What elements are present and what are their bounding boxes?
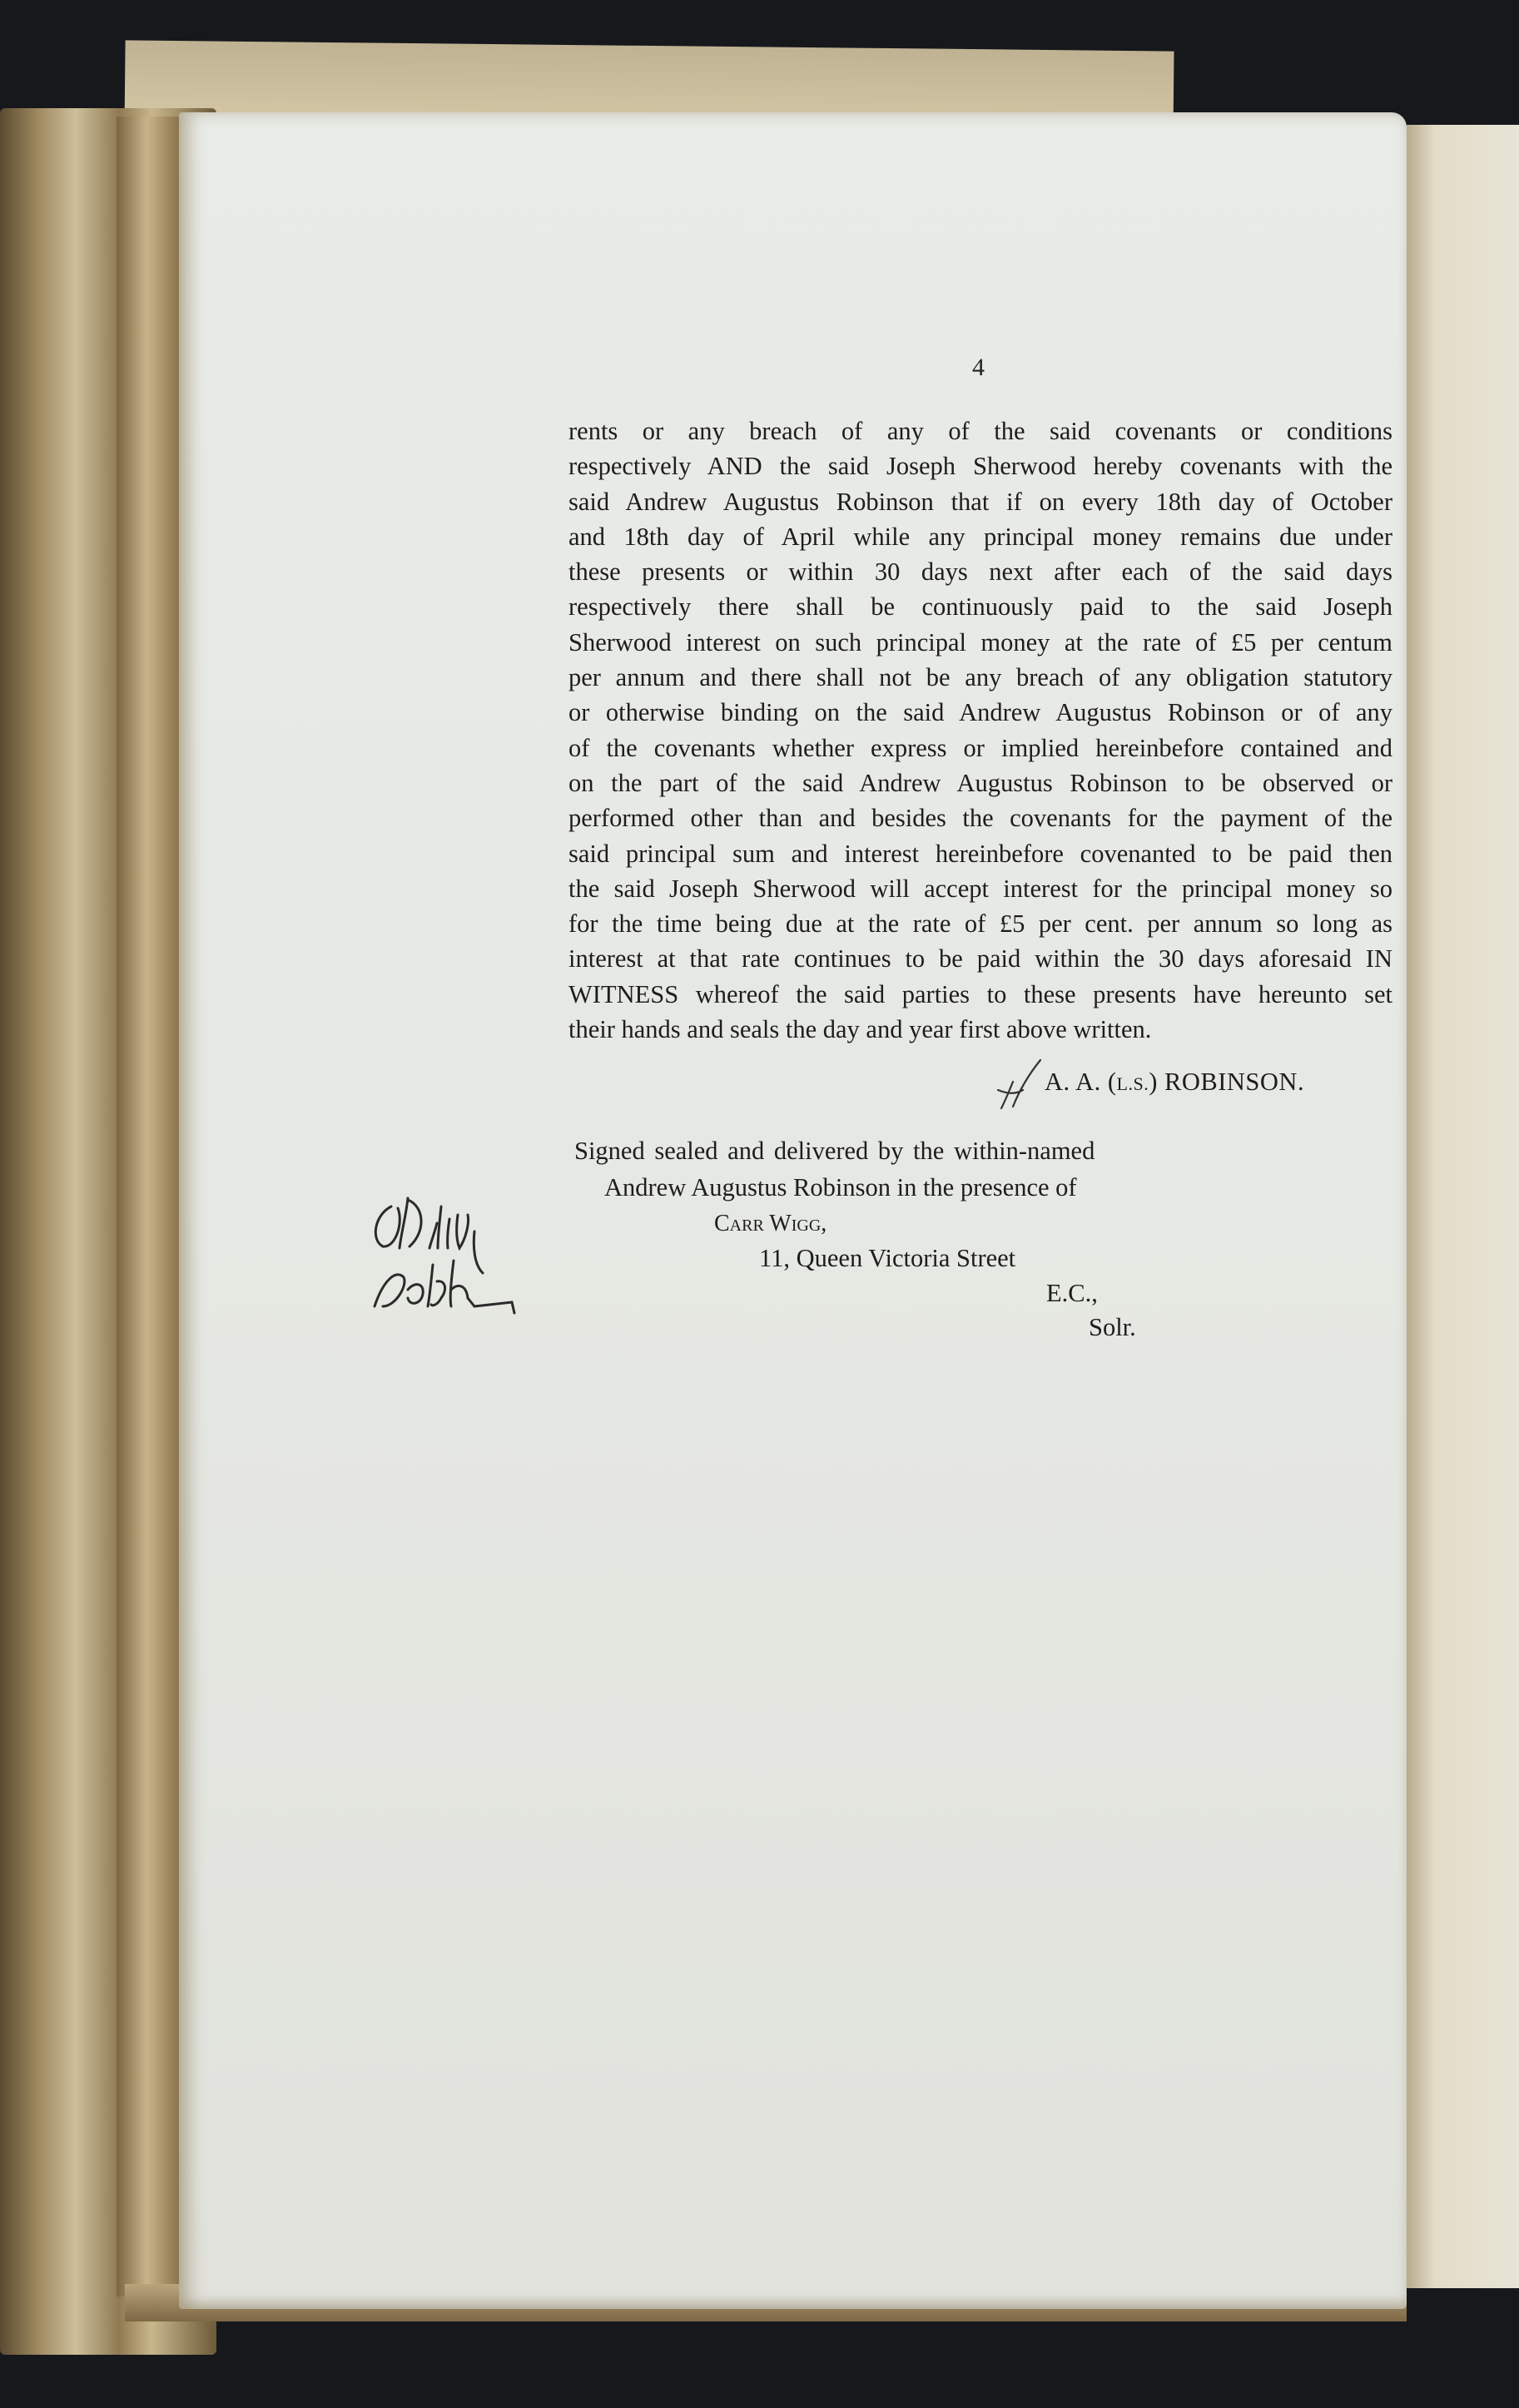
signature-surname: ROBINSON. bbox=[1164, 1068, 1305, 1096]
body-line: Sherwood interest on such principal money at the rate of £5 per centum bbox=[568, 627, 1392, 657]
body-line: rents or any breach of any of the said covenants or conditions bbox=[568, 417, 1392, 445]
body-line: respectively there shall be continuously paid to the said Joseph bbox=[568, 592, 1392, 622]
attestation-line-2: Andrew Augustus Robinson in the presence of bbox=[604, 1173, 1077, 1202]
page-number: 4 bbox=[972, 354, 985, 381]
body-line: respectively AND the said Joseph Sherwood hereby covenants with the bbox=[568, 452, 1392, 481]
signature-line: A. A. (L.S.) ROBINSON. bbox=[1045, 1068, 1305, 1096]
body-line: or otherwise binding on the said Andrew Augustus Robinson or of any bbox=[568, 698, 1392, 727]
attestation-line-1: Signed sealed and delivered by the within-named bbox=[574, 1137, 1095, 1165]
body-line: on the part of the said Andrew Augustus Robinson to be observed or bbox=[568, 768, 1392, 797]
witness-role: Solr. bbox=[1089, 1313, 1136, 1341]
body-line: these presents or within 30 days next after each of the said days bbox=[568, 557, 1392, 587]
signature-initials: A. A. bbox=[1045, 1068, 1101, 1096]
body-line: the said Joseph Sherwood will accept interest for the principal money so bbox=[568, 874, 1392, 903]
witness-postcode: E.C., bbox=[1046, 1279, 1098, 1307]
body-line: WITNESS whereof the said parties to these presents have hereunto set bbox=[568, 979, 1392, 1008]
body-line: for the time being due at the rate of £5 per cent. per annum so long as bbox=[568, 909, 1392, 939]
body-line: said principal sum and interest hereinbefore covenanted to be paid then bbox=[568, 839, 1392, 868]
witness-name bbox=[714, 1211, 827, 1237]
witness-address: 11, Queen Victoria Street bbox=[759, 1244, 1016, 1272]
handwritten-margin-signature-icon bbox=[358, 1182, 524, 1331]
body-text bbox=[568, 414, 1392, 1047]
body-line: of the covenants whether express or implied hereinbefore contained and bbox=[568, 733, 1392, 762]
facing-page-right bbox=[1407, 125, 1519, 2288]
body-line: their hands and seals the day and year first above written. bbox=[568, 1015, 1152, 1044]
body-line: per annum and there shall not be any breach of any obligation statutory bbox=[568, 663, 1392, 692]
body-line: interest at that rate continues to be paid within the 30 days aforesaid IN bbox=[568, 944, 1392, 974]
body-line: said Andrew Augustus Robinson that if on every 18th day of October bbox=[568, 487, 1392, 516]
seal-label: L.S. bbox=[1116, 1073, 1149, 1094]
signature-mark-icon bbox=[995, 1057, 1045, 1115]
witness-name-text: Carr Wigg, bbox=[714, 1211, 827, 1236]
body-line: performed other than and besides the covenants for the payment of the bbox=[568, 804, 1392, 833]
body-line: and 18th day of April while any principal money remains due under bbox=[568, 522, 1392, 551]
